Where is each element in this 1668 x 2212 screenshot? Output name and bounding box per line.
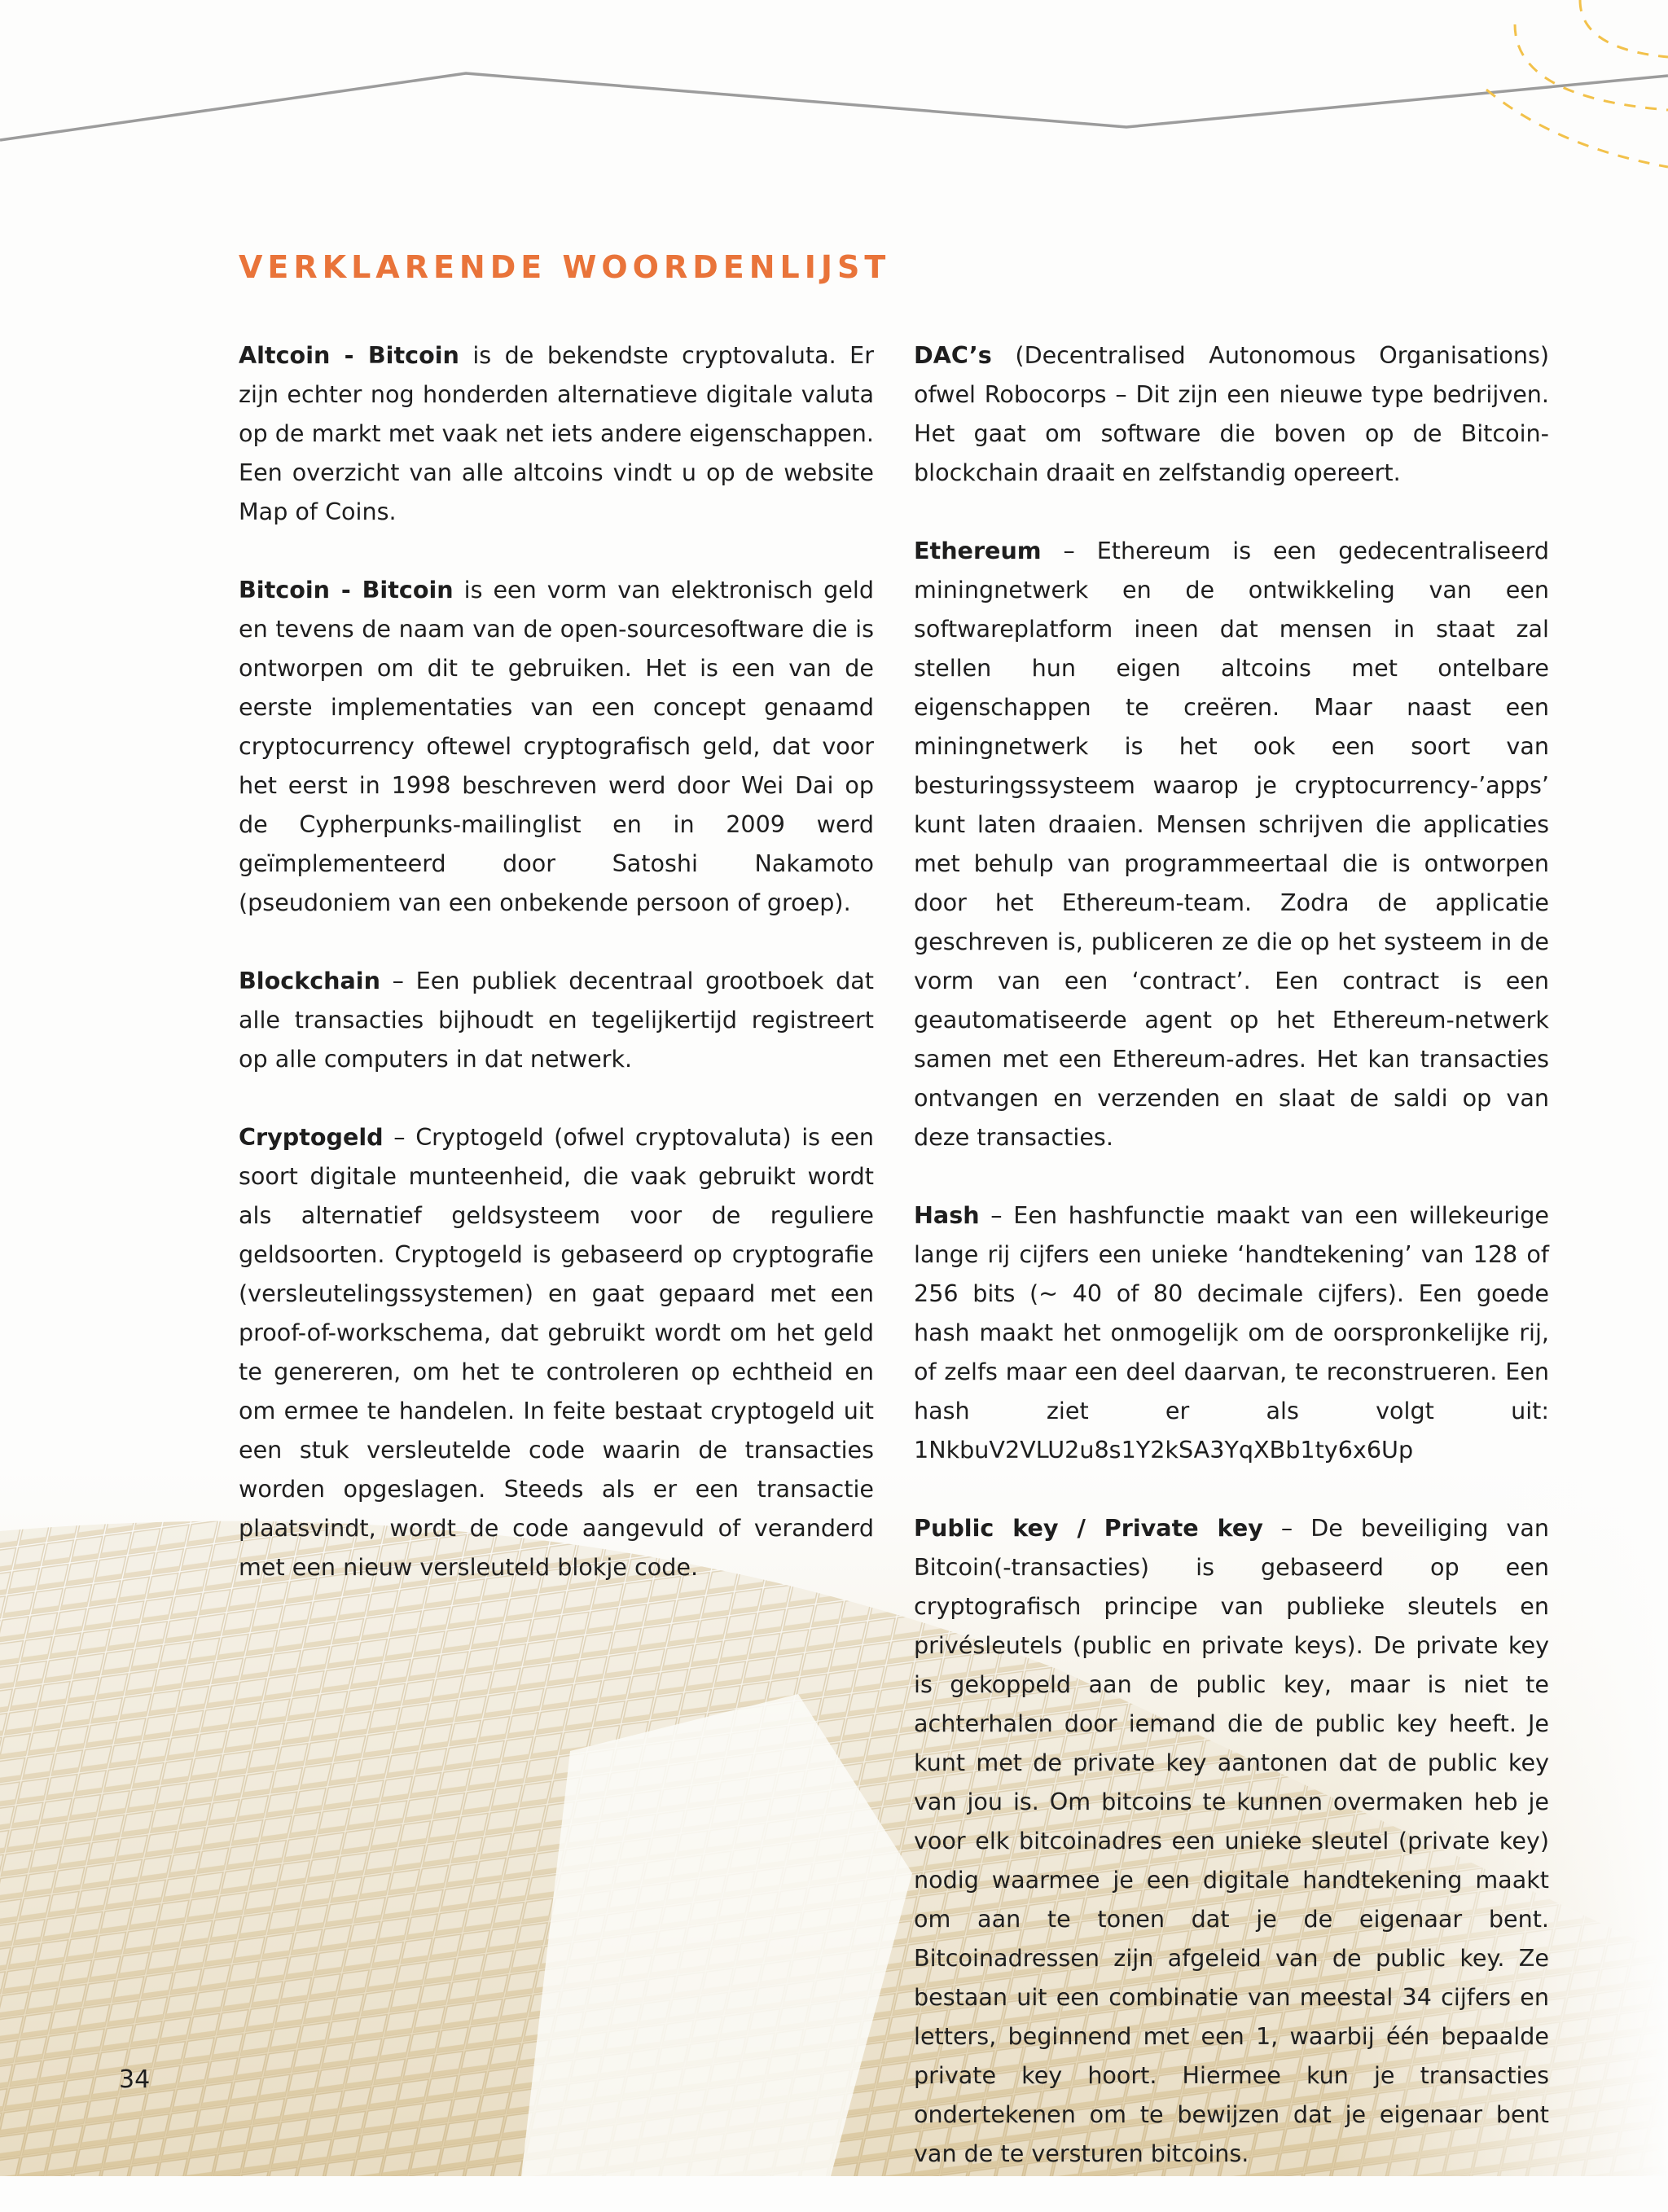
separator: –: [383, 1123, 416, 1151]
glossary-definition: Ethereum is een gedecentraliseerd miningnetwerk en de ontwikkeling van een softwareplatform ineen dat mensen in staat zal stellen hun eigen altcoins met ontelbare eigenschappen te creëren. Maar naast een miningnetwerk is het ook een soort van besturingssysteem waarop je cryptocurrency-’apps’ kunt laten draaien. Mensen schrijven die applicaties met behulp van programmeertaal die is ontworpen door het Ethereum-team. Zodra de applicatie geschreven is, publiceren ze die op het systeem in de vorm van een ‘contract’. Een contract is een geautomatiseerde agent op het Ethereum-netwerk samen met een Ethereum-adres. Het kan transacties ontvangen en verzenden en slaat de saldi op van deze transacties.: [914, 537, 1549, 1151]
glossary-column-right: [914, 336, 1549, 2212]
page-title: VERKLARENDE WOORDENLIJST: [239, 249, 891, 285]
glossary-term: Blockchain: [239, 967, 380, 994]
glossary-entry-bitcoin: [239, 570, 874, 922]
glossary-definition: (Decentralised Autonomous Organisations) ofwel Robocorps – Dit zijn een nieuwe type bedrijven. Het gaat om software die boven op de Bitcoin-blockchain draait en zelfstandig opereert.: [914, 341, 1550, 486]
glossary-entry-public-private-key: [914, 1508, 1549, 2173]
separator: [992, 341, 1016, 369]
glossary-definition: is een vorm van elektronisch geld en tevens de naam van de open-sourcesoftware die is ontworpen om dit te gebruiken. Het is een van de eerste implementaties van een concept genaamd cryptocurrency oftewel cryptografisch geld, dat voor het eerst in 1998 beschreven werd door Wei Dai op de Cypherpunks-mailinglist en in 2009 werd geïmplementeerd door Satoshi Nakamoto (pseudoniem van een onbekende persoon of groep).: [239, 576, 874, 916]
glossary-term: Hash: [914, 1201, 980, 1229]
glossary-term: Public key / Private key: [914, 1514, 1263, 1542]
separator: [459, 341, 472, 369]
glossary-entry-cryptogeld: [239, 1117, 874, 1587]
glossary-entry-blockchain: [239, 961, 874, 1078]
separator: –: [1041, 537, 1097, 564]
glossary-definition: is de bekendste cryptovaluta. Er zijn echter nog honderden alternatieve digitale valuta op de markt met vaak net iets andere eigenschappen. Een overzicht van alle altcoins vindt u op de website Map of Coins.: [239, 341, 874, 525]
glossary-term: Altcoin - Bitcoin: [239, 341, 459, 369]
separator: –: [979, 1201, 1014, 1229]
separator: [454, 576, 464, 603]
glossary-definition: Cryptogeld (ofwel cryptovaluta) is een soort digitale munteenheid, die vaak gebruikt wordt als alternatief geldsysteem voor de reguliere geldsoorten. Cryptogeld is gebaseerd op cryptografie (versleutelingssystemen) en gaat gepaard met een proof-of-workschema, dat gebruikt wordt om het geld te genereren, om het te controleren op echtheid en om ermee te handelen. In feite bestaat cryptogeld uit een stuk versleutelde code waarin de transacties worden opgeslagen. Steeds als er een transactie plaatsvindt, wordt de code aangevuld of veranderd met een nieuw versleuteld blokje code.: [239, 1123, 874, 1581]
glossary-entry-hash: [914, 1196, 1549, 1469]
page-number: 34: [119, 2065, 151, 2094]
glossary-definition: Een publiek decentraal grootboek dat alle transacties bijhoudt en tegelijkertijd registreert op alle computers in dat netwerk.: [239, 967, 874, 1073]
glossary-definition: De beveiliging van Bitcoin(-transacties) is gebaseerd op een cryptografisch principe van publieke sleutels en privésleutels (public en private keys). De private key is gekoppeld aan de public key, maar is niet te achterhalen door iemand die de public key heeft. Je kunt met de private key aantonen dat de public key van jou is. Om bitcoins te kunnen overmaken heb je voor elk bitcoinadres een unieke sleutel (private key) nodig waarmee je een digitale handtekening maakt om aan te tonen dat je de eigenaar bent. Bitcoinadressen zijn afgeleid van de public key. Ze bestaan uit een combinatie van meestal 34 cijfers en letters, beginnend met een 1, waarbij één bepaalde private key hoort. Hiermee kun je transacties ondertekenen om te bewijzen dat je eigenaar bent van de te versturen bitcoins.: [914, 1514, 1549, 2167]
glossary-term: Bitcoin - Bitcoin: [239, 576, 454, 603]
glossary-entry-ethereum: [914, 531, 1549, 1156]
glossary-entry-dacs: [914, 336, 1549, 492]
glossary-term: Ethereum: [914, 537, 1042, 564]
glossary-entry-altcoin: [239, 336, 874, 531]
glossary-term: DAC’s: [914, 341, 992, 369]
separator: –: [380, 967, 416, 994]
decorative-top-line: [0, 73, 1668, 140]
separator: –: [1262, 1514, 1311, 1542]
glossary-definition: Een hashfunctie maakt van een willekeurige lange rij cijfers een unieke ‘handtekening’ van 128 of 256 bits (~ 40 of 80 decimale cijfers). Een goede hash maakt het onmogelijk om de oorspronkelijke rij, of zelfs maar een deel daarvan, te reconstrueren. Een hash ziet er als volgt uit: 1NkbuV2VLU2u8s1Y2kSA3YqXBb1ty6x6Up: [914, 1201, 1549, 1464]
glossary-column-left: [239, 336, 874, 1626]
glossary-term: Cryptogeld: [239, 1123, 384, 1151]
decorative-dashed-arcs: [1515, 24, 1668, 110]
